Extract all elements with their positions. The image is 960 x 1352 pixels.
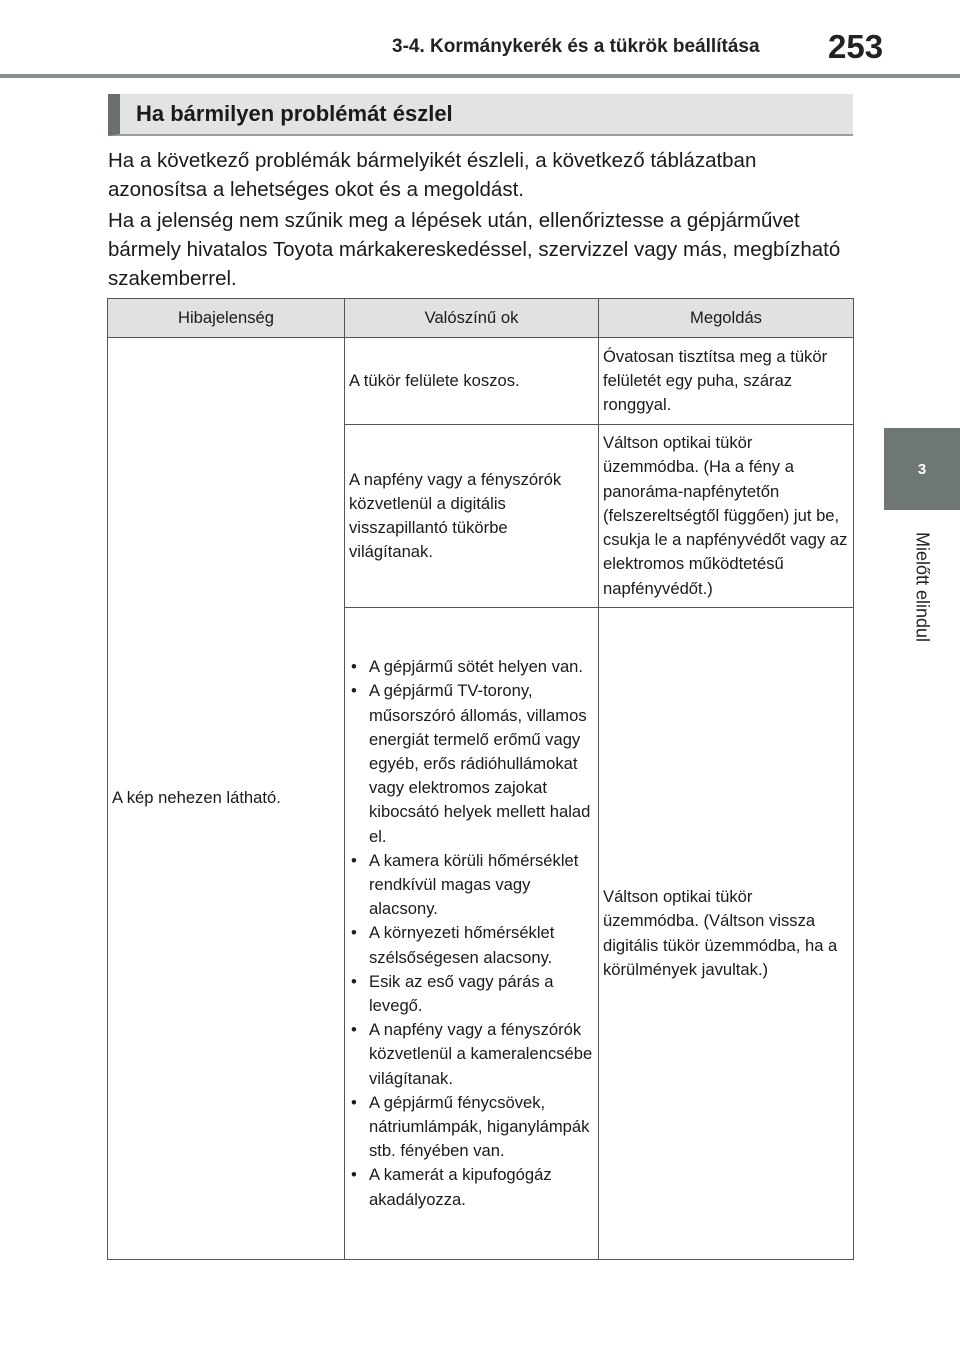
list-item: • A kamera körüli hőmérséklet rendkívül magas vagy alacsony. <box>349 849 594 922</box>
chapter-tab-number: 3 <box>917 460 927 478</box>
intro-paragraph: Ha a következő problémák bármelyikét észleli, a következő táblázatban azonosítsa a lehetséges okot és a megoldást. <box>108 149 757 201</box>
service-paragraph: Ha a jelenség nem szűnik meg a lépések után, ellenőriztesse a gépjárművet bármely hivatalos Toyota márkakereskedéssel, szervizzel vagy más, megbízható szakemberrel. <box>108 209 841 290</box>
header-symptom: Hibajelenség <box>108 299 345 338</box>
chapter-title: 3-4. Kormánykerék és a tükrök beállítása <box>392 36 760 57</box>
cause-cell: A tükör felülete koszos. <box>345 338 599 425</box>
cause-cell: A napfény vagy a fényszórók közvetlenül a digitális visszapillantó tükörbe világítanak. <box>345 425 599 608</box>
chapter-tab[interactable] <box>884 428 960 510</box>
solution-cell: Váltson optikai tükör üzemmódba. (Ha a fény a panoráma-napfénytetőn (felszereltségtől függően) jut be, csukja le a napfényvédőt vagy az elektromos működtetésű napfényvédőt.) <box>599 425 854 608</box>
list-item: • A gépjármű fénycsövek, nátriumlámpák, higanylámpák stb. fényében van. <box>349 1091 594 1164</box>
header-cause: Valószínű ok <box>345 299 599 338</box>
section-title: Ha bármilyen problémát észlel <box>136 101 453 126</box>
solution-cell: Óvatosan tisztítsa meg a tükör felületét egy puha, száraz ronggyal. <box>599 338 854 425</box>
solution-cell: Váltson optikai tükör üzemmódba. (Váltson vissza digitális tükör üzemmódba, ha a körülmények javultak.) <box>599 608 854 1260</box>
list-item: • Esik az eső vagy párás a levegő. <box>349 970 594 1018</box>
table-row <box>108 338 854 425</box>
list-item: • A kamerát a kipufogógáz akadályozza. <box>349 1163 594 1211</box>
list-item: • A gépjármű TV-torony, műsorszóró állomás, villamos energiát termelő erőmű vagy egyéb, erős rádióhullámokat vagy elektromos zajokat kibocsátó helyek mellett halad el. <box>349 679 594 848</box>
troubleshooting-table <box>107 298 854 1260</box>
header-solution: Megoldás <box>599 299 854 338</box>
list-item: • A gépjármű sötét helyen van. <box>349 655 594 679</box>
list-item: • A napfény vagy a fényszórók közvetlenül a kameralencsébe világítanak. <box>349 1018 594 1091</box>
page-number: 253 <box>828 28 884 65</box>
cause-list <box>349 655 594 1212</box>
header-divider <box>0 74 960 78</box>
section-heading-box <box>108 94 853 136</box>
list-item: • A környezeti hőmérséklet szélsőségesen alacsony. <box>349 921 594 969</box>
symptom-cell: A kép nehezen látható. <box>108 338 345 1260</box>
cause-list-cell <box>345 608 599 1260</box>
table-header-row <box>108 299 854 338</box>
chapter-tab-label: Mielőtt elindul <box>912 531 933 643</box>
